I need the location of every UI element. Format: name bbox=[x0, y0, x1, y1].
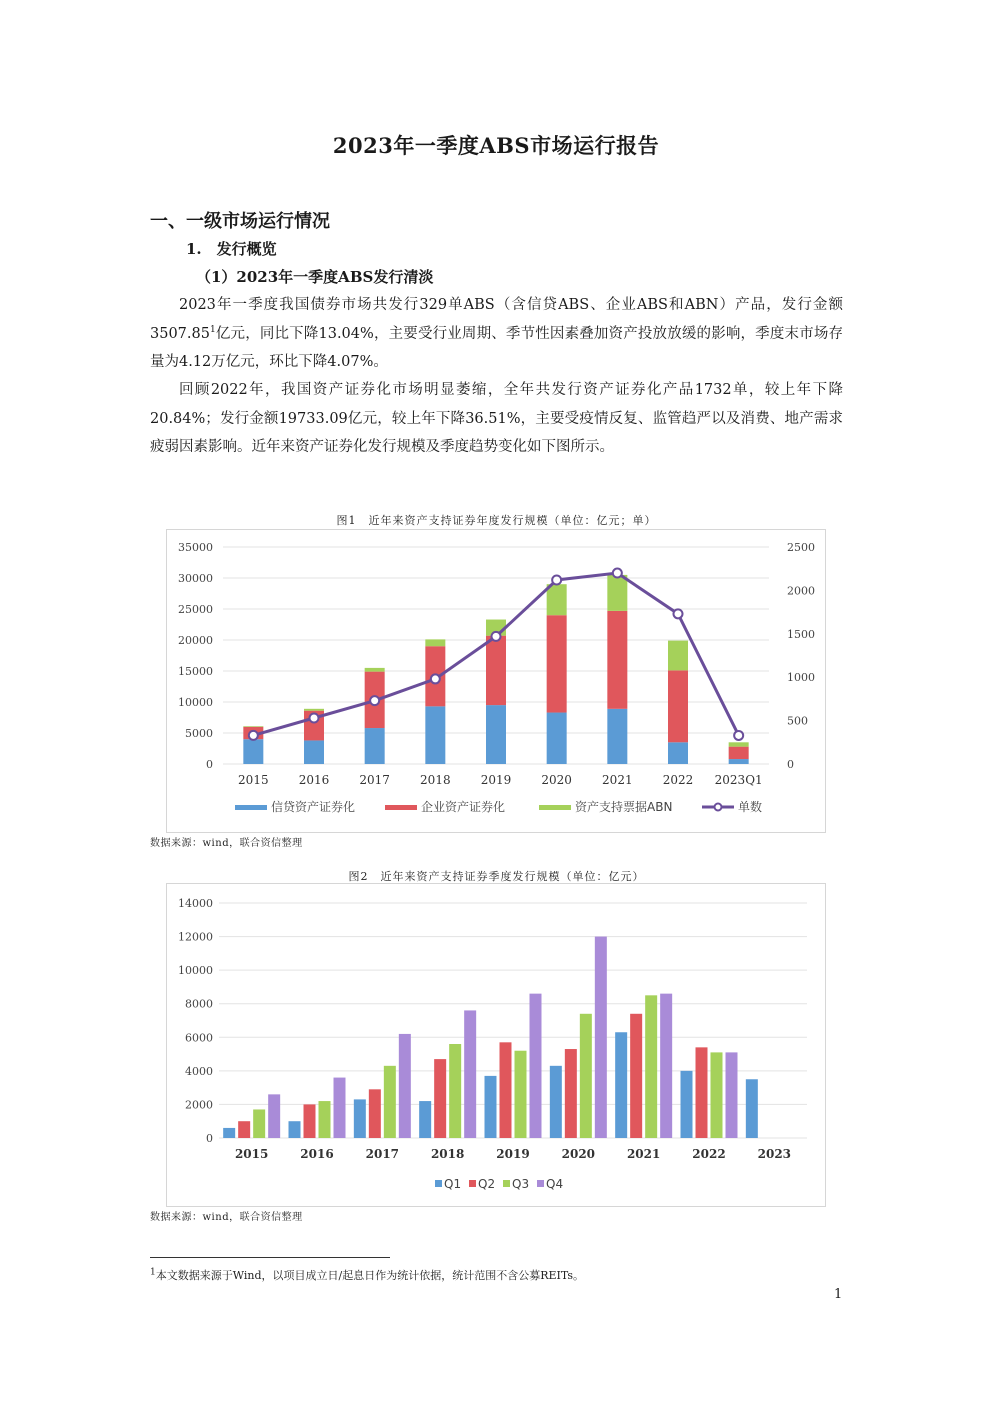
bar bbox=[550, 1066, 562, 1138]
x-tick-label: 2016 bbox=[300, 1147, 334, 1161]
paragraph-1-part-a: 2023年一季度我国债券市场共发行329单ABS（含信贷ABS、企业ABS和ABN）产品，发行金额3507.85 bbox=[150, 297, 843, 342]
bar-segment bbox=[668, 641, 688, 671]
page-number: 1 bbox=[834, 1287, 843, 1302]
legend-swatch bbox=[539, 805, 571, 810]
y-tick-label: 0 bbox=[206, 758, 213, 771]
paragraph-2: 回顾2022年，我国资产证券化市场明显萎缩，全年共发行资产证券化产品1732单，较上年下降20.84%；发行金额19733.09亿元，较上年下降36.51%，主要受疫情反复、监管趋严以及消费、地产需求疲弱因素影响。近年来资产证券化发行规模及季度趋势变化如下图所示。 bbox=[150, 382, 843, 455]
y2-tick-label: 1500 bbox=[787, 627, 815, 641]
y-tick-label: 10000 bbox=[178, 964, 213, 978]
bar bbox=[630, 1014, 642, 1138]
bar bbox=[746, 1079, 758, 1138]
bar bbox=[681, 1071, 693, 1138]
x-tick-label: 2017 bbox=[359, 773, 390, 787]
section-heading: 一、一级市场运行情况 bbox=[150, 211, 330, 232]
figure-1-svg bbox=[167, 530, 825, 832]
bar bbox=[369, 1089, 381, 1138]
y-tick-label: 8000 bbox=[185, 997, 213, 1011]
bar bbox=[464, 1010, 476, 1138]
x-tick-label: 2020 bbox=[541, 773, 572, 787]
subsection-heading: 1. 发行概览 bbox=[186, 240, 277, 258]
y-tick-label: 12000 bbox=[178, 930, 213, 944]
y-tick-label: 14000 bbox=[178, 897, 213, 910]
bar bbox=[485, 1076, 497, 1138]
x-tick-label: 2023Q1 bbox=[714, 773, 763, 787]
bar bbox=[449, 1044, 461, 1138]
y-tick-label: 15000 bbox=[178, 665, 213, 678]
bar-segment bbox=[425, 639, 445, 646]
legend-swatch bbox=[503, 1180, 510, 1187]
bar-segment bbox=[425, 706, 445, 764]
y2-tick-label: 500 bbox=[787, 714, 808, 728]
y-tick-label: 0 bbox=[206, 1132, 213, 1145]
legend-swatch bbox=[469, 1180, 476, 1187]
x-tick-label: 2023 bbox=[757, 1147, 792, 1161]
legend-label: 信贷资产证券化 bbox=[271, 800, 356, 814]
legend-label: 资产支持票据ABN bbox=[575, 800, 673, 814]
y-tick-label: 10000 bbox=[178, 696, 213, 709]
bar bbox=[334, 1078, 346, 1138]
bar-segment bbox=[729, 759, 749, 764]
x-tick-label: 2022 bbox=[662, 773, 694, 787]
x-tick-label: 2020 bbox=[561, 1147, 596, 1161]
y-tick-label: 6000 bbox=[185, 1031, 213, 1045]
x-tick-label: 2019 bbox=[496, 1147, 530, 1161]
legend-label: Q4 bbox=[546, 1177, 564, 1191]
figure-2-source: 数据来源：wind，联合资信整理 bbox=[150, 1212, 303, 1223]
paragraph-1-part-b: 亿元，同比下降13.04%，主要受行业周期、季节性因素叠加资产投放放缓的影响，季度末市场存量为4.12万亿元，环比下降4.07%。 bbox=[150, 325, 843, 370]
x-tick-label: 2015 bbox=[234, 1147, 269, 1161]
legend-label: 企业资产证券化 bbox=[421, 800, 506, 814]
bar bbox=[319, 1101, 331, 1138]
y2-tick-label: 1000 bbox=[787, 671, 815, 685]
x-tick-label: 2022 bbox=[692, 1147, 726, 1161]
line-point bbox=[674, 609, 683, 618]
y-tick-label: 30000 bbox=[178, 572, 213, 585]
y2-tick-label: 2500 bbox=[787, 541, 815, 554]
legend-label: Q1 bbox=[444, 1177, 462, 1191]
bar bbox=[645, 995, 657, 1138]
bar bbox=[530, 994, 542, 1138]
x-tick-label: 2018 bbox=[420, 773, 451, 787]
bar-segment bbox=[607, 709, 627, 764]
bar bbox=[434, 1059, 446, 1138]
footnote-mark: 1 bbox=[150, 1267, 156, 1278]
figure-1-caption: 图1 近年来资产支持证券年度发行规模（单位：亿元；单） bbox=[336, 514, 657, 527]
footnote-text: 本文数据来源于Wind，以项目成立日/起息日作为统计依据，统计范围不含公募REITs。 bbox=[155, 1269, 585, 1282]
bar-segment bbox=[243, 726, 263, 727]
figure-2-chart bbox=[166, 883, 826, 1207]
bar-segment bbox=[365, 668, 385, 672]
bar bbox=[384, 1066, 396, 1138]
bar bbox=[726, 1052, 738, 1138]
bar bbox=[696, 1047, 708, 1138]
y-tick-label: 20000 bbox=[178, 634, 213, 647]
legend-label: Q2 bbox=[478, 1177, 496, 1191]
y2-tick-label: 2000 bbox=[787, 584, 815, 598]
bar-segment bbox=[304, 740, 324, 764]
bar-segment bbox=[486, 705, 506, 764]
legend-swatch bbox=[435, 1180, 442, 1187]
line-point bbox=[734, 731, 743, 740]
bar bbox=[580, 1014, 592, 1138]
figure-1-source: 数据来源：wind，联合资信整理 bbox=[150, 838, 303, 849]
bar bbox=[238, 1121, 250, 1138]
line-point bbox=[431, 674, 440, 683]
bar bbox=[253, 1109, 265, 1138]
bar bbox=[595, 937, 607, 1138]
footnote-reference[interactable]: 1 bbox=[209, 324, 216, 335]
x-tick-label: 2015 bbox=[238, 773, 269, 787]
bar bbox=[399, 1034, 411, 1138]
legend-label: 单数 bbox=[738, 800, 763, 814]
footnote-rule bbox=[150, 1257, 390, 1258]
y-tick-label: 5000 bbox=[185, 727, 213, 740]
y-tick-label: 25000 bbox=[178, 603, 213, 616]
x-tick-label: 2018 bbox=[430, 1147, 465, 1161]
x-tick-label: 2019 bbox=[480, 773, 512, 787]
legend-label: Q3 bbox=[512, 1177, 530, 1191]
y-tick-label: 35000 bbox=[178, 541, 213, 554]
bar bbox=[711, 1052, 723, 1138]
line-point bbox=[249, 731, 258, 740]
x-tick-label: 2017 bbox=[365, 1147, 400, 1161]
bar-segment bbox=[729, 742, 749, 746]
bar bbox=[565, 1049, 577, 1138]
bar-segment bbox=[486, 636, 506, 705]
bar-segment bbox=[668, 742, 688, 764]
bar bbox=[289, 1121, 301, 1138]
bar-segment bbox=[547, 615, 567, 712]
x-tick-label: 2021 bbox=[602, 773, 633, 787]
bar-segment bbox=[547, 713, 567, 764]
bar-segment bbox=[607, 575, 627, 611]
legend-swatch bbox=[537, 1180, 544, 1187]
legend-swatch bbox=[385, 805, 417, 810]
bar-segment bbox=[365, 728, 385, 764]
bar bbox=[354, 1099, 366, 1138]
y2-tick-label: 0 bbox=[787, 758, 794, 771]
report-title: 2023年一季度ABS市场运行报告 bbox=[332, 133, 660, 158]
legend-swatch bbox=[235, 805, 267, 810]
x-tick-label: 2021 bbox=[626, 1147, 661, 1161]
y-tick-label: 4000 bbox=[185, 1064, 213, 1078]
bar-segment bbox=[243, 739, 263, 764]
bar bbox=[515, 1051, 527, 1138]
line-point bbox=[310, 713, 319, 722]
bar bbox=[615, 1032, 627, 1138]
line-point bbox=[613, 569, 622, 578]
bar bbox=[419, 1101, 431, 1138]
line-point bbox=[370, 696, 379, 705]
paragraph-1 bbox=[150, 291, 843, 377]
legend-marker bbox=[715, 804, 722, 811]
footnote bbox=[150, 1267, 584, 1283]
bar bbox=[500, 1042, 512, 1138]
figure-2-svg bbox=[167, 884, 825, 1206]
figure-2-caption: 图2 近年来资产支持证券季度发行规模（单位：亿元） bbox=[348, 870, 645, 883]
line-point bbox=[492, 632, 501, 641]
bar bbox=[223, 1128, 235, 1138]
bar-segment bbox=[304, 709, 324, 711]
bar-segment bbox=[607, 611, 627, 709]
bar-segment bbox=[668, 670, 688, 742]
y-tick-label: 2000 bbox=[185, 1098, 213, 1112]
bar bbox=[268, 1094, 280, 1138]
x-tick-label: 2016 bbox=[298, 773, 330, 787]
bar-segment bbox=[729, 747, 749, 759]
line-point bbox=[552, 575, 561, 584]
figure-1-chart bbox=[166, 529, 826, 833]
bar bbox=[304, 1104, 316, 1138]
bar-segment bbox=[547, 584, 567, 615]
subsubsection-heading: （1）2023年一季度ABS发行清淡 bbox=[196, 268, 434, 286]
bar bbox=[660, 994, 672, 1138]
